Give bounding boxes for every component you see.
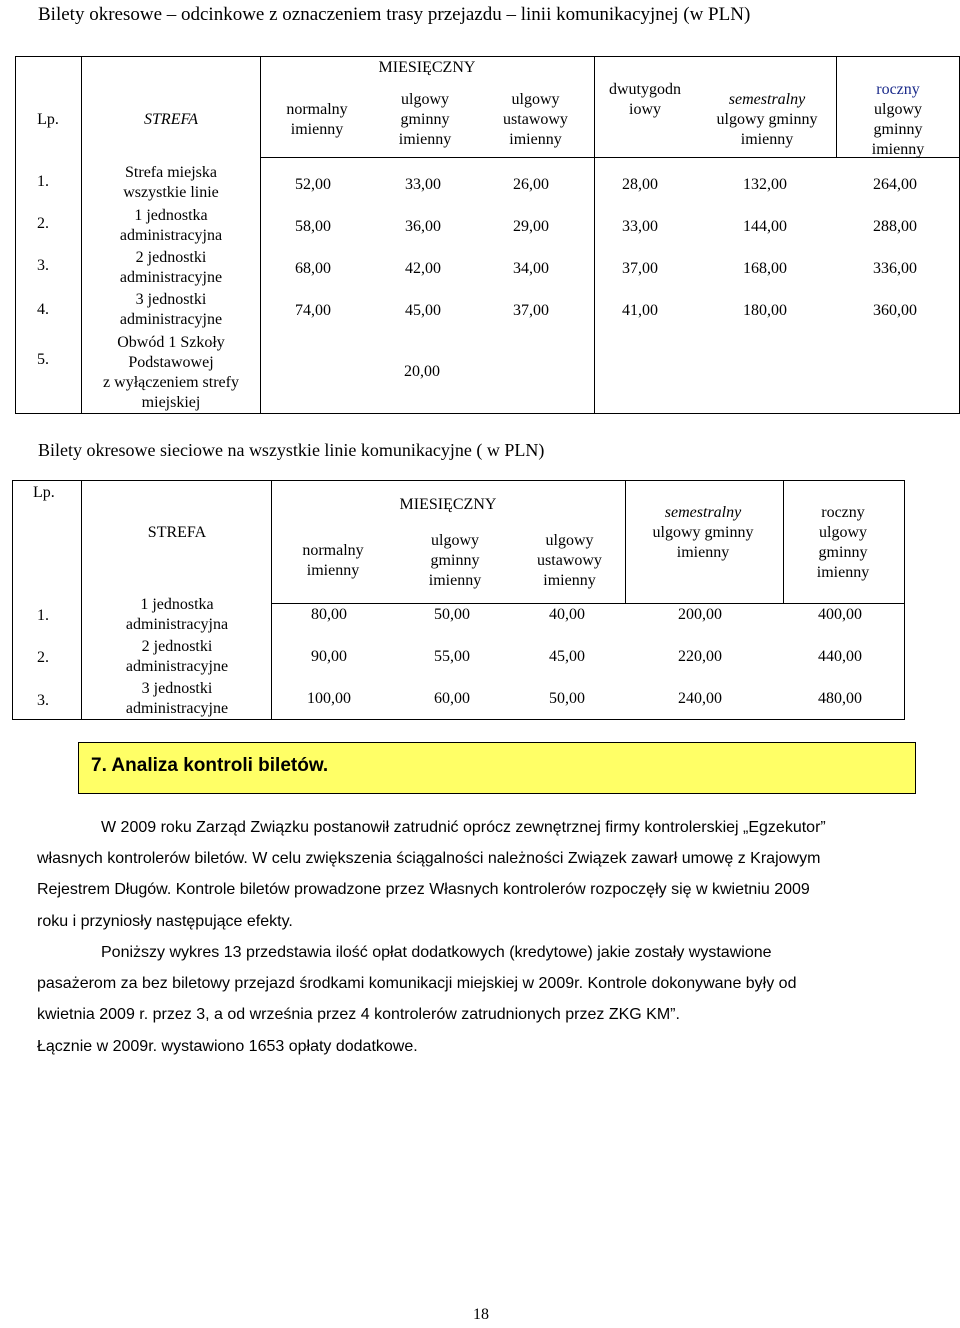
header-roczny: roczny ulgowy gminny imienny: [871, 81, 925, 158]
table-row-strefa: 2 jednostki administracyjne: [125, 638, 229, 675]
table-row-lp: 3.: [37, 692, 49, 709]
table-cell: 264,00: [873, 176, 917, 193]
table-cell: 50,00: [434, 606, 470, 623]
table-cell: 220,00: [678, 648, 722, 665]
page-number: 18: [473, 1306, 489, 1323]
table-row-lp: 3.: [37, 257, 49, 274]
header-strefa: STREFA: [144, 111, 198, 128]
table-cell: 80,00: [311, 606, 347, 623]
table-row-lp: 2.: [37, 215, 49, 232]
section1-title: Bilety okresowe – odcinkowe z oznaczeniem trasy przejazdu – linii komunikacyjnej (w PLN): [38, 4, 751, 25]
header-normalny: normalny imienny: [302, 542, 364, 579]
table-row-lp: 4.: [37, 301, 49, 318]
table-cell: 100,00: [307, 690, 351, 707]
paragraph-line: roku i przyniosły następujące efekty.: [37, 913, 293, 930]
table-cell: 58,00: [295, 218, 331, 235]
table-cell: 288,00: [873, 218, 917, 235]
table-row-lp: 2.: [37, 649, 49, 666]
table-cell: 45,00: [405, 302, 441, 319]
table-cell: 36,00: [405, 218, 441, 235]
table-cell: 132,00: [743, 176, 787, 193]
header-dwutygodniowy: dwutygodn iowy: [609, 81, 681, 118]
table-cell: 26,00: [513, 176, 549, 193]
table-cell: 180,00: [743, 302, 787, 319]
paragraph-line: kwietnia 2009 r. przez 3, a od września przez 4 kontrolerów zatrudnionych przez ZKG KM”.: [37, 1006, 680, 1023]
table-cell: 336,00: [873, 260, 917, 277]
paragraph-line: Łącznie w 2009r. wystawiono 1653 opłaty dodatkowe.: [37, 1038, 418, 1055]
table-cell: 200,00: [678, 606, 722, 623]
table-row-strefa: 1 jednostka administracyjna: [119, 207, 223, 244]
header-roczny: roczny ulgowy gminny imienny: [816, 504, 870, 581]
paragraph-line: W 2009 roku Zarząd Związku postanowił zatrudnić oprócz zewnętrznej firmy kontrolerskiej „Egzekutor”: [101, 819, 826, 836]
table-cell: 34,00: [513, 260, 549, 277]
table-row-strefa: 1 jednostka administracyjna: [125, 596, 229, 633]
table-cell: 29,00: [513, 218, 549, 235]
table-row-lp: 1.: [37, 173, 49, 190]
table-cell: 40,00: [549, 606, 585, 623]
table-cell: 33,00: [622, 218, 658, 235]
table-row-strefa: Obwód 1 Szkoły Podstawowej z wyłączeniem strefy miejskiej: [103, 334, 239, 411]
table-cell: 42,00: [405, 260, 441, 277]
header-ulgowy-ustawowy: ulgowy ustawowy imienny: [503, 91, 568, 148]
header-lp: Lp.: [33, 484, 55, 501]
table-cell: 240,00: [678, 690, 722, 707]
header-ulgowy-gminny: ulgowy gminny imienny: [398, 91, 452, 148]
paragraph-line: pasażerom za bez biletowy przejazd środkami komunikacji miejskiej w 2009r. Kontrole dokonywane były od: [37, 975, 797, 992]
table-cell: 60,00: [434, 690, 470, 707]
table-cell: 144,00: [743, 218, 787, 235]
table-cell: 168,00: [743, 260, 787, 277]
table-row-lp: 5.: [37, 351, 49, 368]
header-miesieczny: MIESIĘCZNY: [399, 496, 497, 513]
header-miesieczny: MIESIĘCZNY: [378, 59, 476, 76]
header-semestralny: semestralny ulgowy gminny imienny: [716, 91, 818, 148]
table-row-lp: 1.: [37, 607, 49, 624]
section-heading: 7. Analiza kontroli biletów.: [91, 755, 329, 776]
header-strefa: STREFA: [147, 524, 207, 541]
header-lp: Lp.: [37, 111, 59, 128]
table-row-strefa: 3 jednostki administracyjne: [119, 291, 223, 328]
section2-title: Bilety okresowe sieciowe na wszystkie linie komunikacyjne ( w PLN): [38, 440, 545, 460]
table-cell: 68,00: [295, 260, 331, 277]
table-cell: 50,00: [549, 690, 585, 707]
paragraph-line: własnych kontrolerów biletów. W celu zwiększenia ściągalności należności Związek zawarł umowę z Krajowym: [37, 850, 821, 867]
table-cell: 360,00: [873, 302, 917, 319]
table-cell: 41,00: [622, 302, 658, 319]
table-cell: 74,00: [295, 302, 331, 319]
table-cell: 400,00: [818, 606, 862, 623]
table-cell: 20,00: [404, 363, 440, 380]
table-cell: 52,00: [295, 176, 331, 193]
table-cell: 55,00: [434, 648, 470, 665]
paragraph-line: Rejestrem Długów. Kontrole biletów prowadzone przez Własnych kontrolerów rozpoczęły się w kwietniu 2009: [37, 881, 810, 898]
table-cell: 45,00: [549, 648, 585, 665]
table-cell: 28,00: [622, 176, 658, 193]
table-row-strefa: 2 jednostki administracyjne: [119, 249, 223, 286]
table-row-strefa: Strefa miejska wszystkie linie: [123, 164, 219, 201]
header-ulgowy-ustawowy: ulgowy ustawowy imienny: [537, 532, 602, 589]
paragraph-line: Poniższy wykres 13 przedstawia ilość opłat dodatkowych (kredytowe) jakie zostały wystawione: [101, 944, 772, 961]
table-cell: 480,00: [818, 690, 862, 707]
table-cell: 33,00: [405, 176, 441, 193]
table-row-strefa: 3 jednostki administracyjne: [125, 680, 229, 717]
table-cell: 37,00: [622, 260, 658, 277]
table-cell: 440,00: [818, 648, 862, 665]
header-ulgowy-gminny: ulgowy gminny imienny: [428, 532, 482, 589]
table-cell: 90,00: [311, 648, 347, 665]
section-heading-banner: [78, 742, 916, 794]
header-normalny: normalny imienny: [286, 101, 348, 138]
table-cell: 37,00: [513, 302, 549, 319]
header-semestralny: semestralny ulgowy gminny imienny: [652, 504, 754, 561]
